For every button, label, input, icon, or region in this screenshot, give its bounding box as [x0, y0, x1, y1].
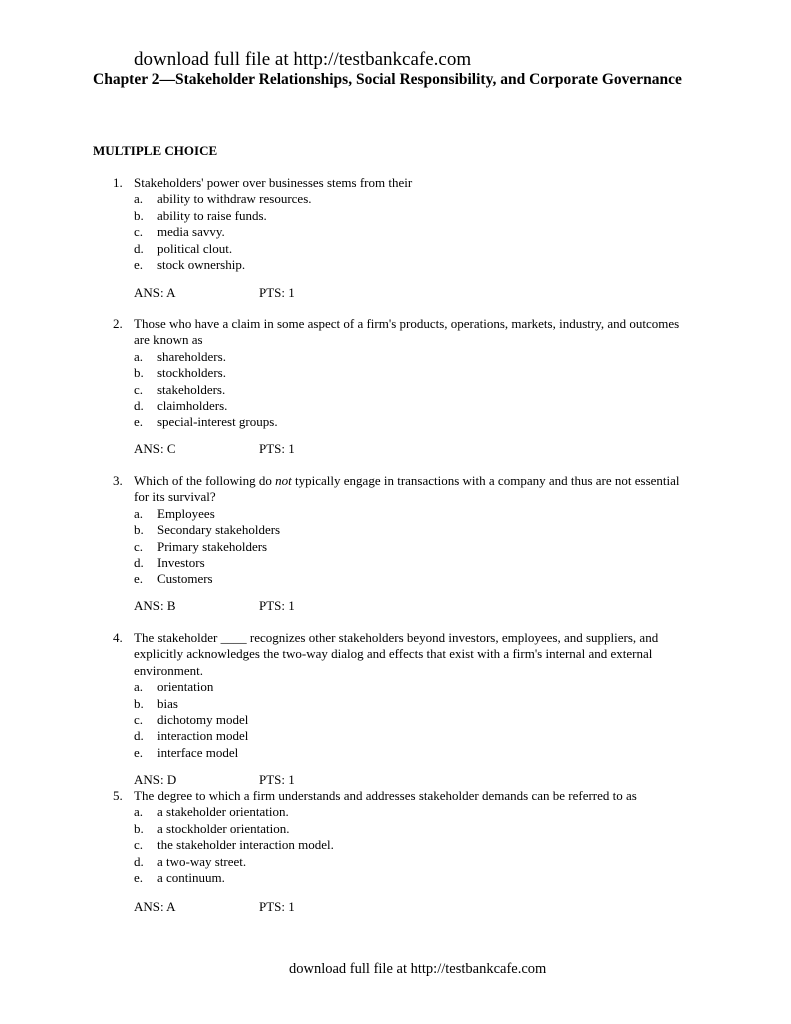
option-text: media savvy.	[157, 224, 225, 240]
option-text: Investors	[157, 554, 205, 570]
header-download-link: download full file at http://testbankcafe.com	[134, 49, 472, 70]
option-text: dichotomy model	[157, 711, 249, 727]
option-text: Employees	[157, 505, 215, 521]
option-b	[134, 696, 694, 712]
question-number: 5.	[113, 788, 123, 803]
option-b	[134, 208, 694, 224]
option-text: Customers	[157, 571, 213, 587]
option-text: ability to withdraw resources.	[157, 191, 312, 207]
question-stem: The stakeholder ____ recognizes other stakeholders beyond investors, employees, and suppliers, and explicitly acknowledges the two-way dialog and effects that exist with a firm's internal and external environment.	[134, 630, 659, 678]
option-text: interaction model	[157, 728, 249, 744]
stem-text: Which of the following do	[134, 473, 276, 488]
option-text: stakeholders.	[157, 381, 226, 397]
option-b	[134, 365, 694, 381]
option-e	[134, 870, 694, 886]
option-list	[134, 349, 694, 431]
option-letter: a.	[134, 348, 144, 364]
option-letter: a.	[134, 505, 144, 521]
option-letter: d.	[134, 554, 144, 570]
points: PTS: 1	[259, 899, 295, 914]
option-letter: b.	[134, 695, 144, 711]
question-stem: Those who have a claim in some aspect of a firm's products, operations, markets, industry, and outcomes are known as	[134, 316, 680, 348]
option-list	[134, 679, 694, 761]
answer-line	[134, 899, 295, 915]
stem-emphasis: not	[275, 473, 292, 488]
option-c	[134, 224, 694, 240]
option-text: orientation	[157, 679, 214, 695]
footer-download-link: download full file at http://testbankcafe.com	[289, 961, 547, 977]
option-text: special-interest groups.	[157, 414, 278, 430]
option-c	[134, 539, 694, 555]
option-a	[134, 679, 694, 695]
option-b	[134, 821, 694, 837]
option-text: ability to raise funds.	[157, 207, 267, 223]
option-d	[134, 555, 694, 571]
option-letter: b.	[134, 820, 144, 836]
option-text: political clout.	[157, 240, 233, 256]
option-letter: d.	[134, 397, 144, 413]
points: PTS: 1	[259, 441, 295, 456]
option-letter: e.	[134, 571, 144, 587]
option-e	[134, 745, 694, 761]
answer-line	[134, 598, 295, 614]
option-e	[134, 571, 694, 587]
question-number: 4.	[113, 630, 123, 645]
answer-key: ANS: C	[134, 441, 176, 456]
chapter-title: Chapter 2—Stakeholder Relationships, Social Responsibility, and Corporate Governance	[93, 71, 682, 88]
option-letter: d.	[134, 240, 144, 256]
option-d	[134, 728, 694, 744]
option-e	[134, 414, 694, 430]
option-text: the stakeholder interaction model.	[157, 837, 334, 853]
option-letter: a.	[134, 804, 144, 820]
option-list	[134, 506, 694, 588]
option-text: Secondary stakeholders	[157, 522, 281, 538]
question-stem: The degree to which a firm understands and addresses stakeholder demands can be referred to as	[134, 788, 637, 803]
option-letter: a.	[134, 191, 144, 207]
option-b	[134, 522, 694, 538]
option-a	[134, 191, 694, 207]
option-text: shareholders.	[157, 348, 226, 364]
option-text: a stakeholder orientation.	[157, 804, 289, 820]
answer-line	[134, 441, 295, 457]
option-letter: b.	[134, 365, 144, 381]
answer-line	[134, 285, 295, 301]
option-letter: e.	[134, 869, 144, 885]
option-text: a continuum.	[157, 869, 225, 885]
question-number: 2.	[113, 316, 123, 331]
question-stem: Stakeholders' power over businesses stems from their	[134, 175, 413, 190]
option-e	[134, 257, 694, 273]
option-letter: c.	[134, 538, 144, 554]
option-text: claimholders.	[157, 397, 228, 413]
option-text: stockholders.	[157, 365, 226, 381]
option-letter: a.	[134, 679, 144, 695]
option-letter: c.	[134, 837, 144, 853]
option-letter: d.	[134, 853, 144, 869]
option-d	[134, 398, 694, 414]
option-a	[134, 506, 694, 522]
points: PTS: 1	[259, 285, 295, 300]
answer-line	[134, 772, 295, 788]
option-c	[134, 712, 694, 728]
points: PTS: 1	[259, 772, 295, 787]
option-c	[134, 837, 694, 853]
option-text: Primary stakeholders	[157, 538, 268, 554]
option-text: bias	[157, 695, 178, 711]
option-letter: c.	[134, 381, 144, 397]
stem-text: typically engage in transactions with a company and thus are not essential for its survival?	[134, 473, 680, 505]
option-list	[134, 191, 694, 273]
option-letter: c.	[134, 224, 144, 240]
option-letter: d.	[134, 728, 144, 744]
answer-key: ANS: D	[134, 772, 177, 787]
option-text: a two-way street.	[157, 853, 247, 869]
option-c	[134, 382, 694, 398]
option-d	[134, 854, 694, 870]
option-letter: c.	[134, 711, 144, 727]
answer-key: ANS: B	[134, 598, 176, 613]
question-stem	[134, 473, 694, 506]
answer-key: ANS: A	[134, 285, 176, 300]
question-number: 1.	[113, 175, 123, 190]
option-letter: e.	[134, 744, 144, 760]
option-a	[134, 349, 694, 365]
option-letter: b.	[134, 207, 144, 223]
option-text: a stockholder orientation.	[157, 820, 290, 836]
option-text: interface model	[157, 744, 239, 760]
option-letter: e.	[134, 256, 144, 272]
option-d	[134, 241, 694, 257]
option-a	[134, 804, 694, 820]
option-list	[134, 804, 694, 886]
question-number: 3.	[113, 473, 123, 488]
option-letter: e.	[134, 414, 144, 430]
option-letter: b.	[134, 522, 144, 538]
option-text: stock ownership.	[157, 256, 246, 272]
points: PTS: 1	[259, 598, 295, 613]
section-heading: MULTIPLE CHOICE	[93, 143, 218, 158]
answer-key: ANS: A	[134, 899, 176, 914]
